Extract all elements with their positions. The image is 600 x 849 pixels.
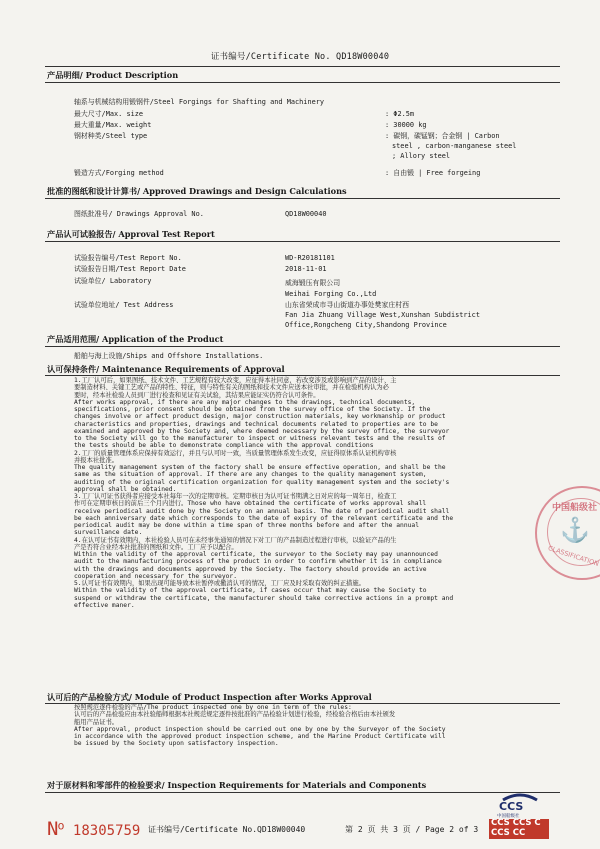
maintenance-line: characteristics and properties, drawings and technical documents related to properties are to be <box>74 420 438 428</box>
ccs-band <box>489 819 549 849</box>
laboratory-value-cn: 威海锻压有限公司 <box>285 279 341 287</box>
maintenance-line: 4.在认可证书有效期内，本社检验人员可在未经事先通知的情况下对工厂的产品制造过程进行审核，以验证产品的生 <box>74 536 397 544</box>
maintenance-line: 产是否符合业经本社批准的图纸和文件。工厂应予以配合。 <box>74 543 238 551</box>
steel-type-value-3: ; Allory steel <box>392 152 451 160</box>
inspection-line: be issued by the Society upon satisfactory inspection. <box>74 740 279 748</box>
section-application: 产品适用范围/ Application of the Product <box>47 334 224 344</box>
maintenance-line: specifications, prior consent should be obtained from the survey office of the Society. If the <box>74 406 431 413</box>
maintenance-line: The quality management system of the factory shall be ensure effective operation, and shall be the <box>74 464 446 471</box>
test-address-en-2: Office,Rongcheng City,Shandong Province <box>285 321 447 329</box>
serial-prefix-o: o <box>57 818 65 833</box>
maintenance-line: Within the validity of the approval certificate, the surveyor to the Society may pay unannounced <box>74 551 438 558</box>
section-approved-drawings: 批准的图纸和设计计算书/ Approved Drawings and Design Calculations <box>47 186 347 196</box>
maintenance-line: be each anniversary date which corresponds to the date of expiry of the relevant certificate and the <box>74 514 454 522</box>
forging-method-label: 锻造方式/Forging method <box>74 169 164 177</box>
section-rule <box>45 82 560 83</box>
forging-method-value: : 自由锻 | Free forgeing <box>385 169 481 177</box>
maintenance-line: 作可在定期审核日的前后三个月内进行。Those who have obtained the certificate of works approval shall <box>74 500 427 508</box>
certificate-number-header: 证书编号/Certificate No. QD18W00040 <box>210 52 390 62</box>
maintenance-line: with the drawings and documents approved by the Society. The factory should provide an active <box>74 565 427 573</box>
steel-type-value-2: steel , carbon-manganese steel <box>392 142 517 150</box>
maintenance-line: audit to the manufacturing process of the product in order to confirm whether it is in compliance <box>74 558 442 566</box>
maintenance-line: Within the validity of the approval certificate, if cases occur that may cause the Society to <box>74 587 427 595</box>
maintenance-line: same as the situation of approval. If there are any changes to the quality management system, <box>74 471 427 479</box>
section-materials: 对于原材料和零部件的检验要求/ Inspection Requirements for Materials and Components <box>47 780 427 790</box>
maintenance-line: receive periodical audit done by the Society on an annual basis. The date of periodical audit shall <box>74 507 450 515</box>
maintenance-line: effective maner. <box>74 601 135 609</box>
max-size-value: : Φ2.5m <box>385 110 415 118</box>
section-rule <box>45 198 560 199</box>
page-indicator: 第 2 页 共 3 页 / Page 2 of 3 <box>345 825 479 834</box>
serial-prefix: N <box>47 818 58 840</box>
maintenance-line: periodical audit may be done within a time span of three months before and after the annual <box>74 522 419 529</box>
section-inspection-after-approval: 认可后的产品检验方式/ Module of Product Inspection after Works Approval <box>47 692 372 702</box>
stamp-text-top: 中国船级社 <box>552 503 598 513</box>
steel-type-label: 钢材种类/Steel type <box>74 132 148 140</box>
maintenance-line: 1.工厂认可后，如果图纸、技术文件、工艺规程有较大改变，应征得本社同意，若改变涉及或影响到产品的设计、主 <box>74 377 397 384</box>
test-report-date-label: 试验报告日期/Test Report Date <box>74 265 186 273</box>
product-name: 轴系与机械结构用锻钢件/Steel Forgings for Shafting and Machinery <box>74 98 325 106</box>
maintenance-line: 2.工厂的质量管理体系应保持有效运行，并且与认可时一致，当质量管理体系发生改变，应征得原体系认证机构审核 <box>74 449 397 457</box>
test-address-en-1: Fan Jia Zhuang Village West,Xunshan Subdistrict <box>285 311 480 319</box>
max-weight-label: 最大重量/Max. weight <box>74 121 152 129</box>
drawings-approval-label: 图纸批准号/ Drawings Approval No. <box>74 210 204 218</box>
application-text: 船舶与海上设施/Ships and Offshore Installations. <box>74 352 264 360</box>
maintenance-line: 并报本社批准。 <box>74 456 119 464</box>
maintenance-line: cooperation and necessary for the surveyor. <box>74 572 238 580</box>
inspection-line: 认可后的产品检验应由本社验船师根据本社规范规定逐件按批准的产品检验计划进行检验，经检验合格后由本社颁发 <box>74 711 396 719</box>
maintenance-line: 5.认可证书有效期内，如果出现可能导致本社暂停或撤消认可的情况，工厂应及时采取有效的纠正措施。 <box>74 580 365 587</box>
test-address-label: 试验单位地址/ Test Address <box>74 301 174 309</box>
section-rule <box>45 241 560 242</box>
footer-certificate-number: 证书编号/Certificate No.QD18W00040 <box>148 825 306 834</box>
max-weight-value: : 30000 kg <box>385 121 427 129</box>
maintenance-line: examined and approved by the Society and, where deemed necessary by the survey office, the surveyor <box>74 427 450 435</box>
ccs-band-line: CCS CC <box>489 829 549 839</box>
test-report-no-label: 试验报告编号/Test Report No. <box>74 254 182 262</box>
inspection-line: 按照规范逐件检验的产品/The product inspected one by one in term of the rules: <box>74 704 352 711</box>
header-rule <box>45 66 560 67</box>
maintenance-line: changes involve or affect product design, major construction materials, key workmanship or product <box>74 413 446 421</box>
laboratory-label: 试验单位/ Laboratory <box>74 277 152 285</box>
inspection-module-text <box>74 704 446 748</box>
section-maintenance: 认可保持条件/ Maintenance Requirements of Approval <box>47 364 285 374</box>
section-rule <box>45 792 560 793</box>
max-size-label: 最大尺寸/Max. size <box>74 110 144 118</box>
maintenance-line: the tests should be able to demonstrate compliance with the approval conditions <box>74 442 374 450</box>
serial-number <box>47 818 140 840</box>
test-report-no-value: WD-R20181101 <box>285 254 335 262</box>
test-address-cn: 山东省荣成市寻山街道办事处樊家庄村西 <box>285 301 410 309</box>
section-rule <box>45 346 560 347</box>
maintenance-line: 3.工厂认可证书获得者应接受本社每年一次的定期审核。定期审核日为认可证书期满之日对应的每一周年日，检查工 <box>74 493 397 500</box>
maintenance-line: 要时，经本社检验人员到厂进行检查和见证有关试验，其结果应能证实仍符合认可条件。 <box>74 391 320 399</box>
maintenance-line: 要制造材料、关键工艺或产品的特性、特征，则与特性有关的图纸和技术文件应送本社审批，并在检验机构认为必 <box>74 384 389 392</box>
maintenance-requirements <box>74 377 453 609</box>
section-product-description: 产品明细/ Product Description <box>47 70 179 80</box>
ccs-band-line: CCS CCS C <box>489 819 549 829</box>
section-rule <box>45 375 560 376</box>
maintenance-line: auditing of the original certification organization for quality management system and the society's <box>74 478 450 486</box>
maintenance-line: surveillance date. <box>74 529 143 537</box>
serial-value: 18305759 <box>72 823 141 839</box>
maintenance-line: approval shall be obtained. <box>74 485 177 493</box>
ccs-logo-text: CCS <box>499 800 524 813</box>
laboratory-value-en: Weihai Forging Co.,Ltd <box>285 290 377 298</box>
maintenance-line: to the Society will go to the manufacturer to inspect or witness relevant tests and the results of <box>74 435 446 442</box>
anchor-icon: ⚓ <box>560 516 590 544</box>
section-approval-test-report: 产品认可试验报告/ Approval Test Report <box>47 229 215 239</box>
stamp-text-bottom: CLASSIFICATION <box>547 544 600 568</box>
inspection-line: After approval, product inspection should be carried out one by one by the Surveyor of the Society <box>74 725 446 733</box>
maintenance-line: After works approval, if there are any major changes to the drawings, technical documents, <box>74 398 416 406</box>
test-report-date-value: 2018-11-01 <box>285 265 327 273</box>
inspection-line: 船用产品证书。 <box>74 718 119 726</box>
maintenance-line: suspend or withdraw the certificate, the manufacturer should take corrective actions in a prompt and <box>74 594 454 602</box>
steel-type-value-1: : 碳钢，碳锰钢；合金钢 | Carbon <box>385 132 500 140</box>
drawings-approval-value: QD18W00040 <box>285 210 327 218</box>
inspection-line: in accordance with the approved product inspection scheme, and the Marine Product Certificate will <box>74 733 446 740</box>
ccs-logo-subtext: 中国船级社 <box>497 814 520 819</box>
